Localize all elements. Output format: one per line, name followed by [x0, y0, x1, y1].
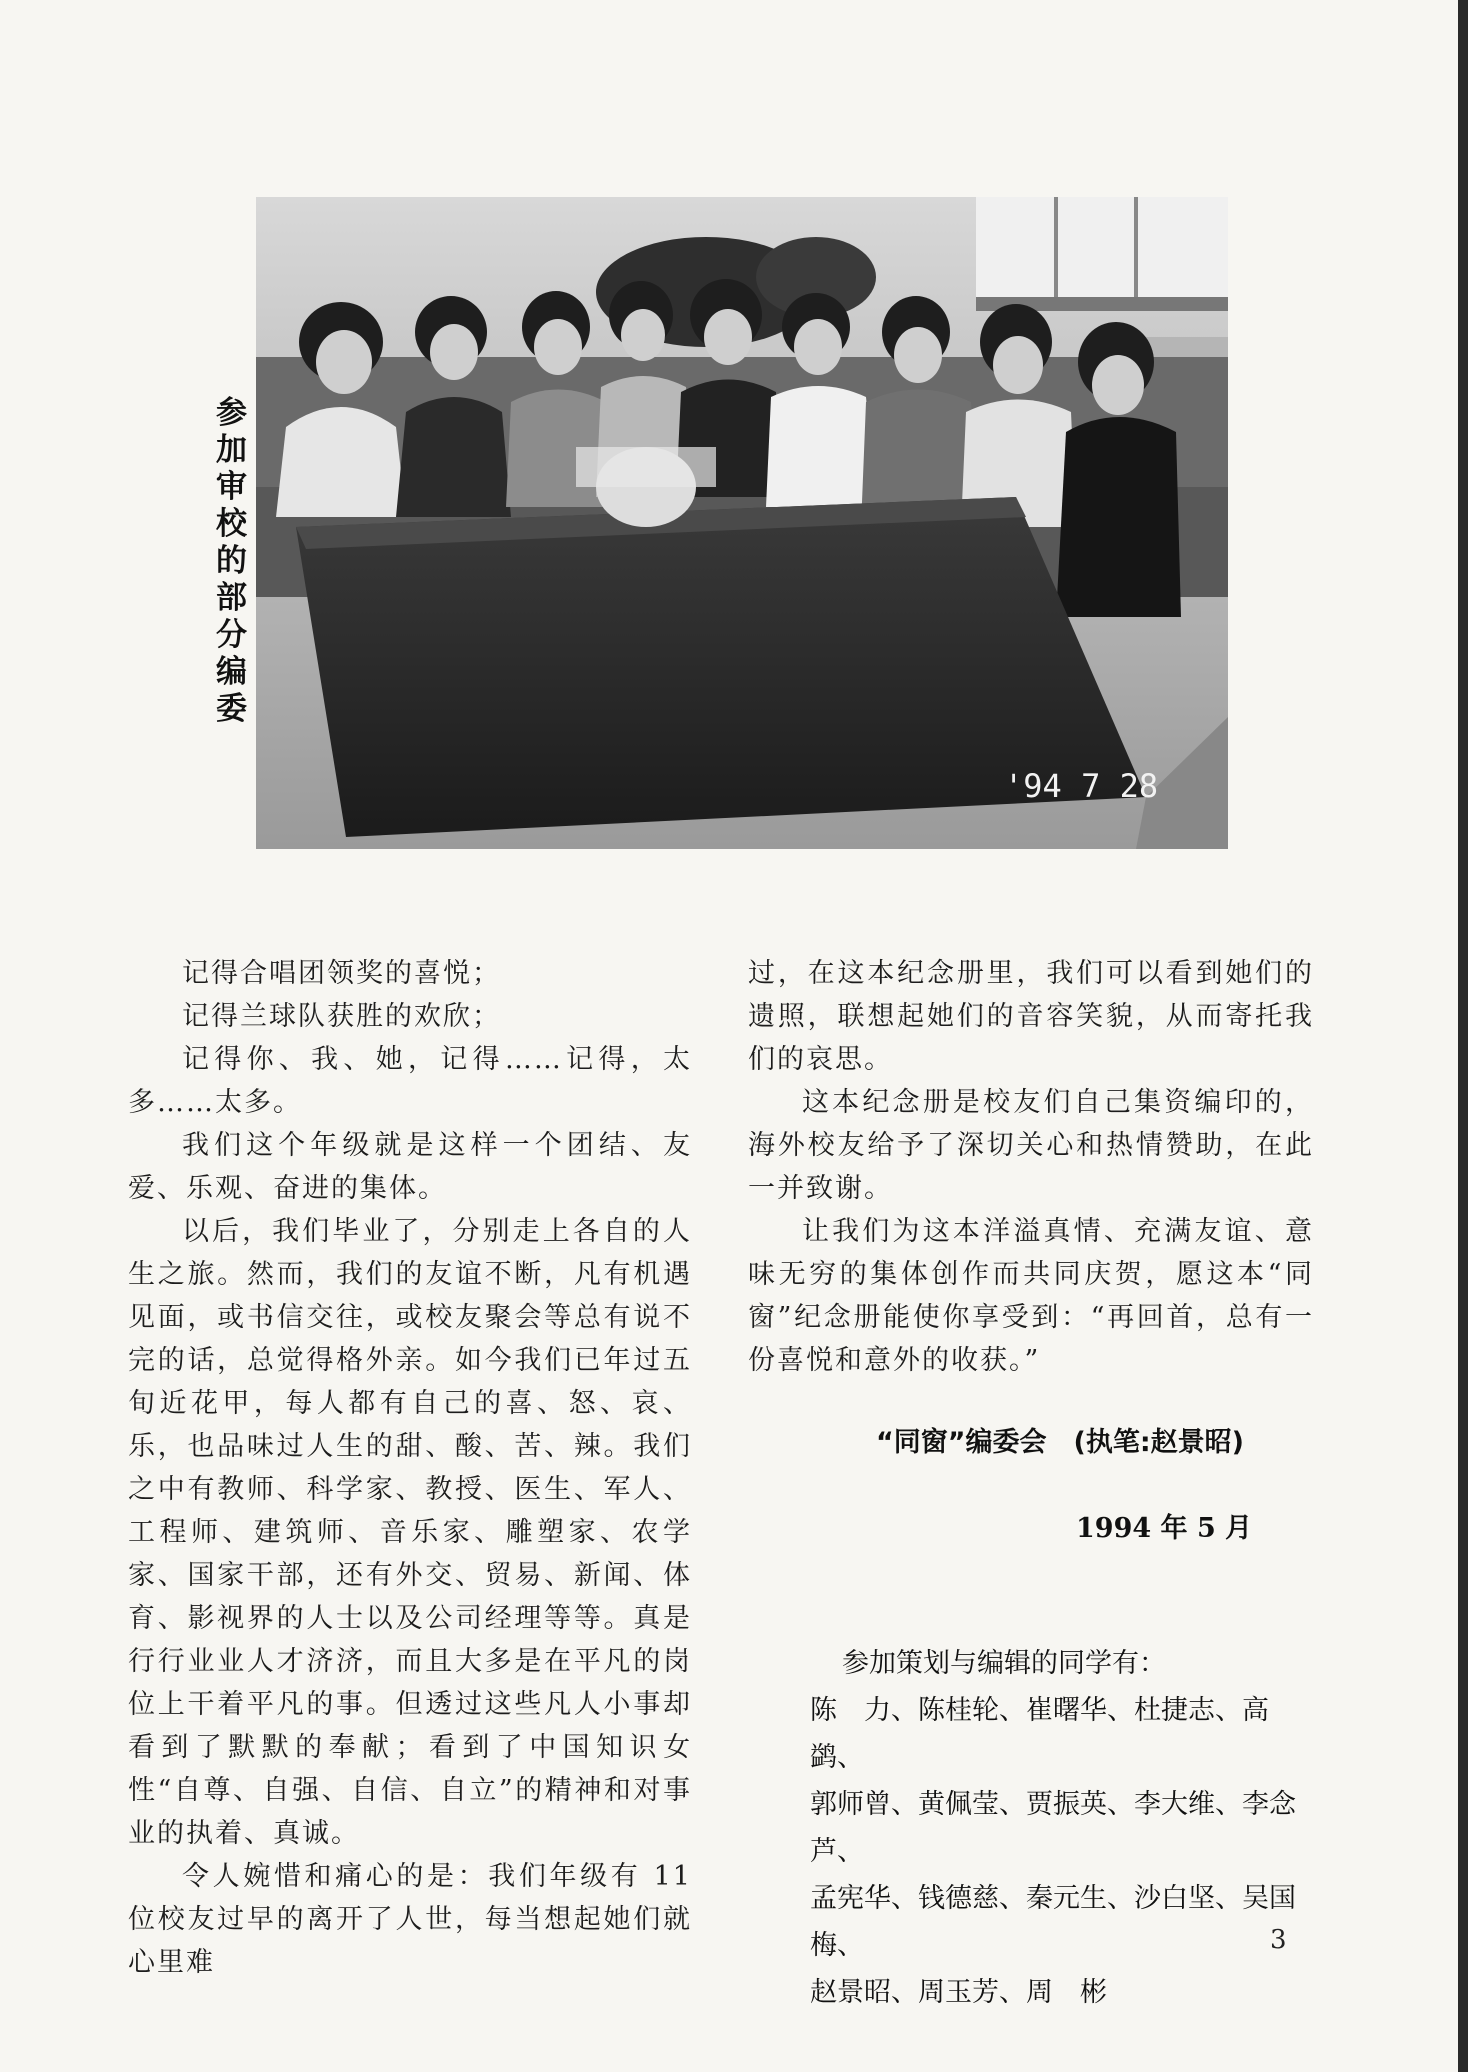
group-photo-drawing: [256, 197, 1228, 849]
paragraph: 记得你、我、她，记得……记得，太多……太多。: [128, 1044, 692, 1118]
signature-author: “同窗”编委会 (执笔:赵景昭): [876, 1427, 1244, 1458]
paragraph: 过，在这本纪念册里，我们可以看到她们的遗照，联想起她们的音容笑貌，从而寄托我们的哀思。: [748, 958, 1314, 1075]
paragraph: 让我们为这本洋溢真情、充满友谊、意味无穷的集体创作而共同庆贺，愿这本“同窗”纪念册能使你享受到：“再回首，总有一份喜悦和意外的收获。”: [748, 1216, 1314, 1376]
participants-line: 陈 力、陈桂轮、崔曙华、杜捷志、高 鹢、: [810, 1695, 1296, 1773]
participants-intro: 参加策划与编辑的同学有：: [842, 1648, 1166, 1679]
page-number: 3: [1270, 1925, 1287, 1955]
participants-line: 孟宪华、钱德慈、秦元生、沙白坚、吴国梅、: [810, 1883, 1296, 1961]
paragraph: 记得合唱团领奖的喜悦；: [182, 958, 501, 989]
participants-line: 郭师曾、黄佩莹、贾振英、李大维、李念芦、: [810, 1789, 1296, 1867]
paragraph: 记得兰球队获胜的欢欣；: [182, 1001, 501, 1032]
signature-date: 1994 年 5 月: [1076, 1513, 1253, 1544]
group-photo: [256, 197, 1228, 849]
paragraph: 以后，我们毕业了，分别走上各自的人生之旅。然而，我们的友谊不断，凡有机遇见面，或书信交往，或校友聚会等总有说不完的话，总觉得格外亲。如今我们已年过五旬近花甲，每人都有自己的喜、怒、哀、乐，也品味过人生的甜、酸、苦、辣。我们之中有教师、科学家、教授、医生、军人、工程师、建筑师、音乐家、雕塑家、农学家、国家干部，还有外交、贸易、新闻、体育、影视界的人士以及公司经理等等。真是行行业业人才济济，而且大多是在平凡的岗位上干着平凡的事。但透过这些凡人小事却看到了默默的奉献；看到了中国知识女性“自尊、自强、自信、自立”的精神和对事业的执着、真诚。: [128, 1216, 692, 1849]
participants-line: 赵景昭、周玉芳、周 彬: [810, 1977, 1107, 2008]
left-column: [128, 952, 692, 1984]
paragraph: 我们这个年级就是这样一个团结、友爱、乐观、奋进的集体。: [128, 1130, 692, 1204]
photo-caption: 参加审校的部分编委: [216, 395, 248, 727]
photo-date-stamp: '94 7 28: [1004, 767, 1159, 805]
participants-list: [810, 1640, 1330, 2016]
right-column: [748, 952, 1314, 1382]
paragraph: 这本纪念册是校友们自己集资编印的，海外校友给予了深切关心和热情赞助，在此一并致谢。: [748, 1087, 1314, 1204]
paragraph: 令人婉惜和痛心的是：我们年级有 11 位校友过早的离开了人世，每当想起她们就心里难: [128, 1861, 692, 1978]
